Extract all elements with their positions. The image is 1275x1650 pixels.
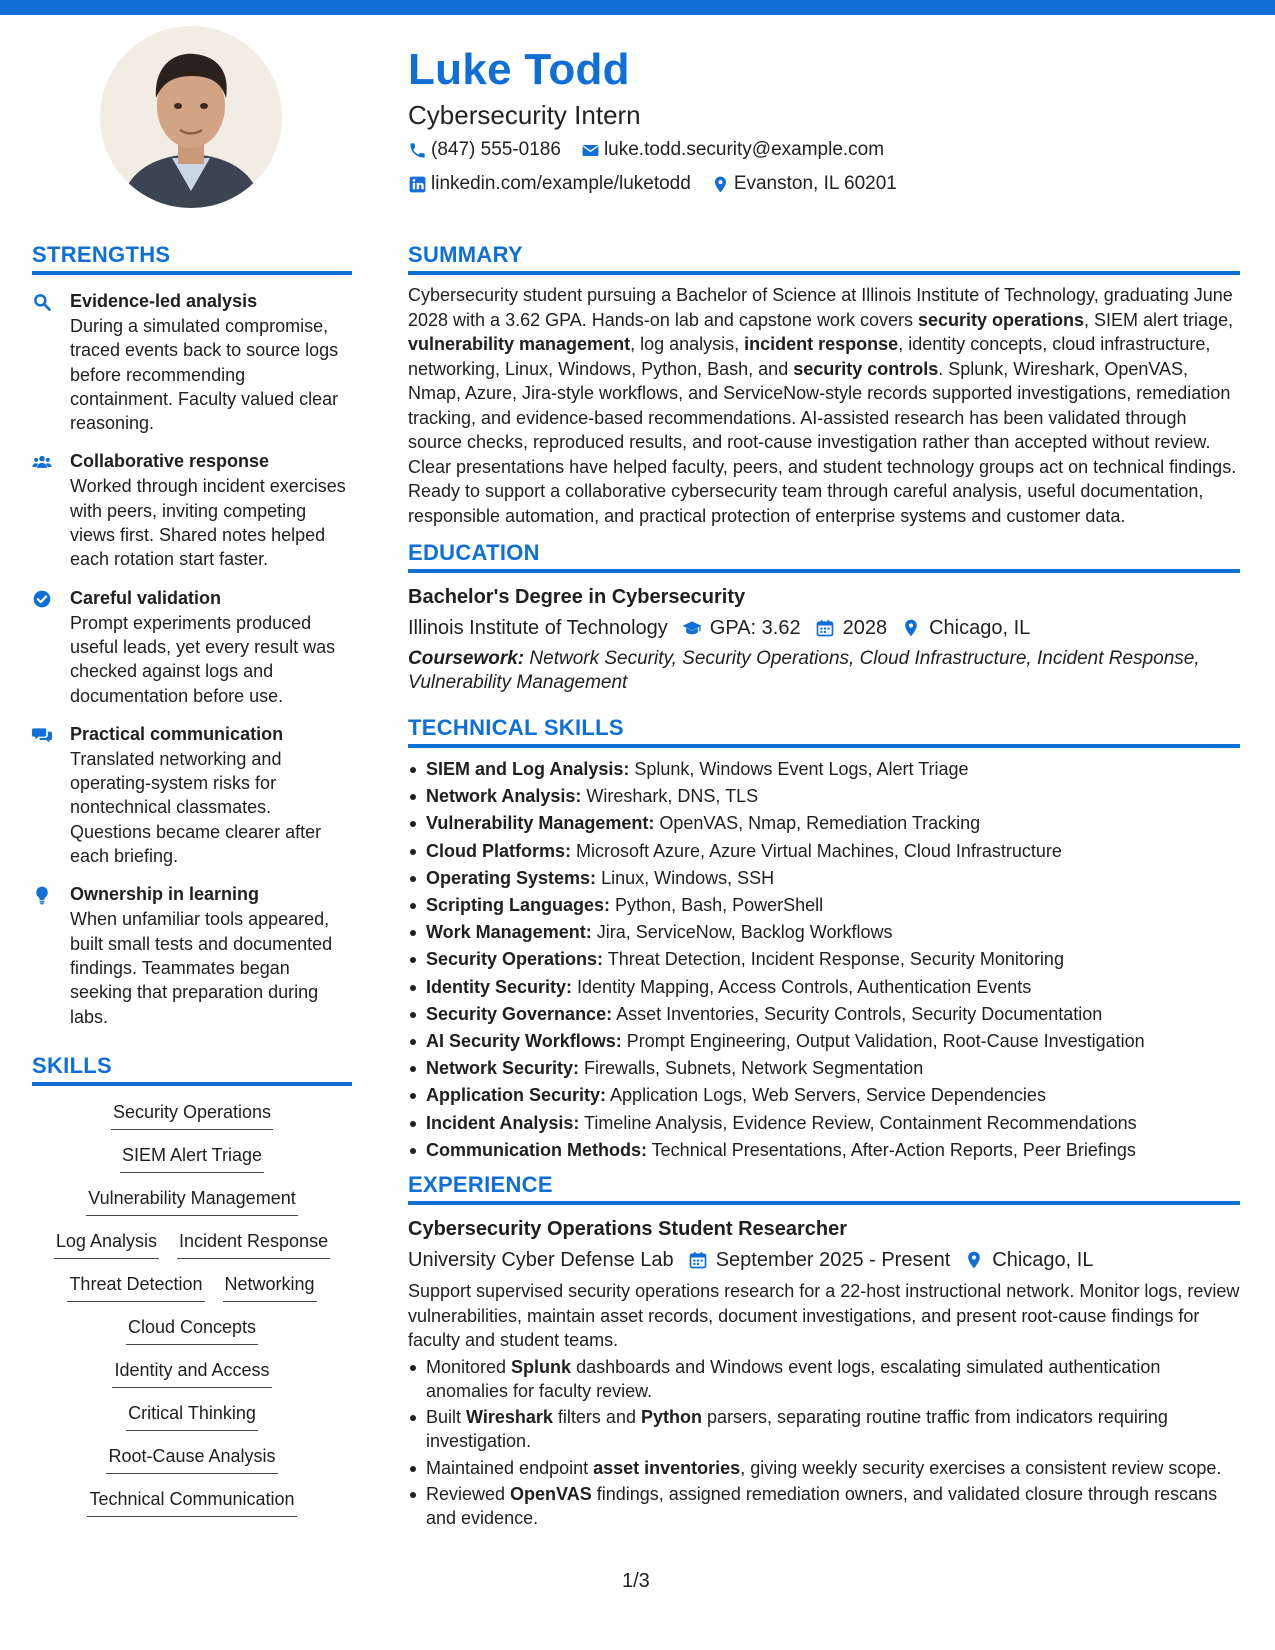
technical-skill-item	[408, 1110, 1240, 1137]
strength-text: Translated networking and operating-system risks for nontechnical classmates. Questions became clearer after each briefing.	[70, 748, 322, 867]
technical-skill-value: Splunk, Windows Event Logs, Alert Triage	[629, 759, 969, 779]
technical-skill-item	[408, 946, 1240, 973]
degree-title: Bachelor's Degree in Cybersecurity	[408, 586, 746, 608]
summary-keyword: incident response	[744, 334, 899, 354]
technical-skill-item	[408, 783, 1240, 810]
technical-skill-value: Application Logs, Web Servers, Service Dependencies	[606, 1085, 1046, 1106]
summary-segment: Cybersecurity student pursuing a Bachelor of Science at Illinois Institute of Technology, graduating June 2028 with a 3.62 GPA. Hands-on lab and capstone work covers	[408, 285, 1233, 330]
location-contact	[711, 173, 897, 195]
strength-text: Worked through incident exercises with peers, inviting competing views first. Shared notes helped each rotation start faster.	[70, 476, 346, 570]
email-contact[interactable]	[581, 139, 884, 161]
technical-skill-label: Scripting Languages:	[426, 895, 611, 916]
summary-segment: . Splunk, Wireshark, OpenVAS, Nmap, Azure, Jira-style workflows, and ServiceNow-style records supported investigations, remediation tracking, and evidence-based recommendations. AI-assisted research has been validated through source checks, reproduced results, and root-cause investigation rather than accepted without review. Clear presentations have helped faculty, peers, and student technology groups act on technical findings. Ready to support a collaborative cybersecurity team through careful analysis, useful documentation, responsible automation, and practical protection of enterprise systems and customer data.	[408, 358, 1237, 526]
bullet-keyword: Python	[640, 1407, 702, 1428]
technical-skill-value: Prompt Engineering, Output Validation, Root-Cause Investigation	[621, 1031, 1145, 1052]
skill-tag: Root-Cause Analysis	[106, 1444, 277, 1474]
envelope-icon	[581, 141, 600, 160]
phone-icon	[408, 141, 427, 160]
technical-skill-item	[408, 838, 1240, 865]
bullet-text: Maintained endpoint	[426, 1457, 594, 1478]
skill-tag: Incident Response	[177, 1229, 330, 1259]
coursework-list: Network Security, Security Operations, Cloud Infrastructure, Incident Response, Vulnerability Management	[408, 648, 1200, 693]
strength-title: Careful validation	[70, 587, 222, 608]
technical-skill-label: SIEM and Log Analysis:	[426, 759, 630, 779]
technical-skill-item	[408, 974, 1240, 1001]
strength-title: Evidence-led analysis	[70, 291, 258, 311]
contact-line-1	[408, 134, 1228, 166]
summary-keyword: security controls	[793, 358, 939, 379]
school-name: Illinois Institute of Technology	[408, 617, 668, 639]
email-text: luke.todd.security@example.com	[603, 139, 885, 160]
skills-list	[32, 1100, 352, 1530]
coursework	[408, 647, 1240, 695]
candidate-title: Cybersecurity Intern	[408, 100, 641, 130]
technical-skill-label: Communication Methods:	[426, 1139, 647, 1160]
strength-item	[32, 289, 352, 435]
technical-skill-item	[408, 892, 1240, 919]
lightbulb-icon	[32, 885, 52, 905]
bullet-text: findings, assigned remediation owners, and validated closure through rescans and evidence.	[426, 1484, 1218, 1529]
users-icon	[32, 452, 52, 472]
skill-tag: Security Operations	[111, 1100, 273, 1130]
technical-skill-value: Wireshark, DNS, TLS	[581, 786, 759, 807]
technical-skill-label: AI Security Workflows:	[426, 1031, 622, 1052]
summary-keyword: vulnerability management	[408, 334, 631, 354]
technical-skill-item	[408, 1137, 1240, 1164]
skill-tag: Threat Detection	[67, 1272, 204, 1302]
bullet-keyword: Wireshark	[466, 1407, 553, 1428]
experience-heading: EXPERIENCE	[408, 1170, 1240, 1205]
technical-skill-label: Vulnerability Management:	[426, 813, 655, 834]
technical-skill-value: Jira, ServiceNow, Backlog Workflows	[591, 922, 893, 943]
technical-skill-item	[408, 1082, 1240, 1109]
linkedin-icon	[408, 175, 427, 194]
experience-section	[408, 1170, 1240, 1531]
top-accent-bar	[0, 0, 1275, 15]
bullet-text: , giving weekly security exercises a consistent review scope.	[740, 1457, 1222, 1478]
skill-tag: Vulnerability Management	[86, 1186, 297, 1216]
job-location: Chicago, IL	[992, 1249, 1094, 1272]
technical-skill-label: Incident Analysis:	[426, 1112, 580, 1133]
technical-skill-value: OpenVAS, Nmap, Remediation Tracking	[654, 813, 981, 834]
coursework-label: Coursework:	[408, 648, 525, 669]
technical-skills-section	[408, 713, 1240, 1164]
strength-text: During a simulated compromise, traced events back to source logs before recommending containment. Faculty valued clear reasoning.	[70, 316, 339, 434]
phone-text: (847) 555-0186	[431, 139, 561, 160]
technical-skill-value: Identity Mapping, Access Controls, Authentication Events	[572, 976, 1032, 997]
phone-contact[interactable]	[408, 139, 561, 161]
job-bullet	[408, 1405, 1240, 1454]
summary-heading: SUMMARY	[408, 240, 1240, 275]
technical-skill-label: Network Security:	[426, 1058, 580, 1079]
technical-skill-item	[408, 1055, 1240, 1082]
technical-skill-label: Security Operations:	[426, 949, 604, 970]
graduation-cap-icon	[682, 618, 702, 638]
strength-item	[32, 449, 352, 571]
technical-skill-item	[408, 810, 1240, 837]
map-pin-icon	[901, 618, 921, 638]
strength-title: Ownership in learning	[70, 884, 260, 905]
calendar-icon	[815, 618, 835, 638]
technical-skill-label: Work Management:	[426, 922, 592, 943]
technical-skill-value: Technical Presentations, After-Action Reports, Peer Briefings	[647, 1139, 1136, 1160]
strength-title: Practical communication	[70, 723, 284, 744]
job-bullet	[408, 1482, 1240, 1531]
job-description: Support supervised security operations research for a 22-host instructional network. Monitor logs, review vulnerabilities, maintain asset records, document investigations, and present root-cause findings for faculty and student teams.	[408, 1281, 1240, 1351]
bullet-keyword: Splunk	[511, 1356, 572, 1377]
strength-text: Prompt experiments produced useful leads, yet every result was checked against logs and documentation before use.	[70, 612, 336, 706]
skill-tag: Identity and Access	[112, 1358, 271, 1388]
strength-item	[32, 882, 352, 1028]
strengths-heading: STRENGTHS	[32, 240, 352, 275]
summary-text	[408, 283, 1240, 528]
skill-tag: Technical Communication	[87, 1487, 296, 1517]
skill-tag: SIEM Alert Triage	[120, 1143, 264, 1173]
technical-skill-value: Python, Bash, PowerShell	[610, 895, 824, 916]
comments-icon	[32, 725, 52, 745]
technical-skills-list	[408, 756, 1240, 1164]
gpa-text: GPA: 3.62	[709, 617, 801, 639]
location-text: Evanston, IL 60201	[733, 173, 897, 194]
job-bullets	[408, 1355, 1240, 1531]
summary-keyword: security operations	[917, 309, 1085, 330]
technical-skill-value: Timeline Analysis, Evidence Review, Containment Recommendations	[579, 1112, 1137, 1133]
education-meta	[408, 613, 1240, 643]
bullet-text: Reviewed	[426, 1484, 511, 1505]
resume-header	[408, 40, 1228, 200]
map-pin-icon	[711, 175, 730, 194]
education-heading: EDUCATION	[408, 538, 1240, 573]
technical-skill-value: Microsoft Azure, Azure Virtual Machines, Cloud Infrastructure	[571, 840, 1062, 861]
job-dates: September 2025 - Present	[715, 1249, 951, 1272]
bullet-text: dashboards and Windows event logs, escalating simulated authentication anomalies for faculty review.	[426, 1356, 1161, 1401]
technical-skill-item	[408, 756, 1240, 783]
summary-segment: , log analysis,	[630, 334, 745, 354]
strength-title: Collaborative response	[70, 451, 270, 472]
bullet-text: filters and	[552, 1407, 641, 1428]
bullet-text: parsers, separating routine traffic from indicators requiring investigation.	[426, 1407, 1168, 1452]
bullet-text: Monitored	[426, 1356, 512, 1377]
technical-skill-label: Cloud Platforms:	[426, 840, 572, 861]
candidate-name: Luke Todd	[408, 45, 630, 94]
check-circle-icon	[32, 589, 52, 609]
technical-skill-item	[408, 865, 1240, 892]
strength-item	[32, 586, 352, 708]
bullet-keyword: asset inventories	[593, 1457, 741, 1478]
technical-skill-label: Network Analysis:	[426, 786, 582, 807]
school-location: Chicago, IL	[929, 617, 1031, 639]
page-number: 1/3	[622, 1570, 650, 1592]
skill-tag: Critical Thinking	[126, 1401, 258, 1431]
technical-skill-label: Security Governance:	[426, 1003, 613, 1024]
job-meta	[408, 1245, 1240, 1275]
technical-skill-item	[408, 1028, 1240, 1055]
strength-item	[32, 722, 352, 868]
bullet-keyword: OpenVAS	[510, 1484, 592, 1505]
technical-skills-heading: TECHNICAL SKILLS	[408, 713, 1240, 748]
skill-tag: Cloud Concepts	[126, 1315, 258, 1345]
graduation-year: 2028	[842, 617, 888, 639]
education-section	[408, 538, 1240, 695]
technical-skill-label: Operating Systems:	[426, 867, 597, 888]
technical-skill-label: Application Security:	[426, 1085, 607, 1106]
summary-segment: , SIEM alert triage,	[1084, 309, 1234, 330]
skill-tag: Log Analysis	[54, 1229, 159, 1259]
calendar-icon	[688, 1250, 708, 1270]
bullet-text: Built	[426, 1407, 467, 1428]
job-organization: University Cyber Defense Lab	[408, 1249, 674, 1272]
strength-text: When unfamiliar tools appeared, built small tests and documented findings. Teammates began seeking that preparation during labs.	[70, 909, 333, 1027]
technical-skill-value: Asset Inventories, Security Controls, Security Documentation	[612, 1003, 1103, 1024]
job-bullet	[408, 1355, 1240, 1404]
linkedin-contact[interactable]	[408, 173, 691, 195]
skills-heading: SKILLS	[32, 1051, 352, 1086]
technical-skill-value: Firewalls, Subnets, Network Segmentation	[579, 1058, 924, 1079]
technical-skill-item	[408, 919, 1240, 946]
technical-skill-item	[408, 1001, 1240, 1028]
left-column	[32, 240, 352, 1530]
summary-segment: , identity concepts, cloud infrastructure, networking, Linux, Windows, Python, Bash, and	[408, 334, 1211, 379]
map-pin-icon	[964, 1250, 984, 1270]
technical-skill-value: Threat Detection, Incident Response, Security Monitoring	[603, 949, 1064, 970]
job-title: Cybersecurity Operations Student Researcher	[408, 1218, 848, 1241]
technical-skill-value: Linux, Windows, SSH	[596, 867, 775, 888]
profile-photo	[100, 26, 282, 208]
right-column	[408, 240, 1240, 1533]
search-icon	[32, 292, 52, 312]
job-bullet	[408, 1456, 1240, 1480]
linkedin-text: linkedin.com/example/luketodd	[431, 173, 691, 194]
skill-tag: Networking	[223, 1272, 317, 1302]
contact-line-2	[408, 168, 1228, 200]
technical-skill-label: Identity Security:	[426, 976, 573, 997]
